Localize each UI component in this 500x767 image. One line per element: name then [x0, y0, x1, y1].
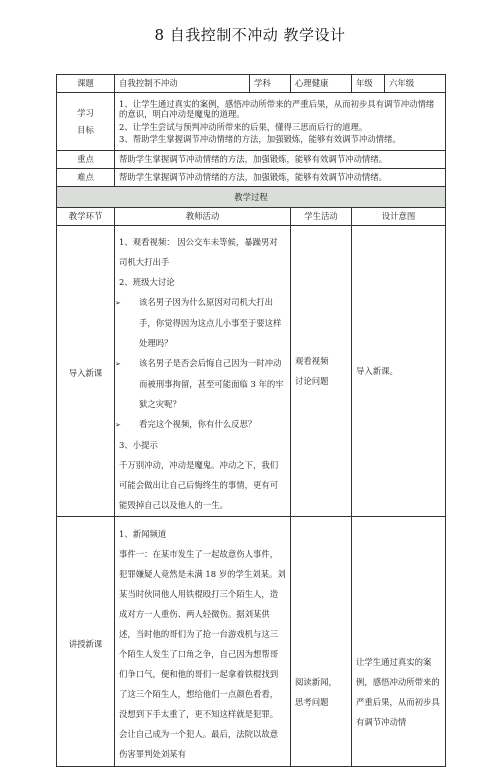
grade-value: 六年级	[385, 75, 446, 93]
intro-student-activity: 观看视频 讨论问题	[291, 226, 352, 517]
column-header: 学生活动	[291, 208, 352, 226]
objectives-row	[57, 93, 446, 151]
key-point-label: 重点	[57, 151, 115, 169]
lecture-row	[57, 517, 446, 767]
bullet-arrow-icon: ➢	[115, 299, 121, 307]
column-header: 设计意图	[352, 208, 446, 226]
column-header: 教学环节	[57, 208, 115, 226]
grade-label: 年级	[352, 75, 385, 93]
intro-teacher-activity: 1、观看视频： 因公交车未等候，暴躁男对司机大打出手 2、班级大讨论 ➢ 该名男子因为什么原因对司机大打出手，你觉得因为这点儿小事至于要这样处理吗？ ➢ 该名男子是否会后悔自己因为一时冲动而被刑事拘留，甚至可能面临 3 年的牢狱之灾呢？ ➢ 看完这个视频，你有什么反思？ 3、小提示 千万别冲动，冲动是魔鬼。冲动之下，我们可能会做出让自己后悔终生的事情，更有可能毁掉自己以及他人的一生。	[115, 226, 291, 517]
difficulty-row	[57, 169, 446, 187]
difficulty-text: 帮助学生掌握调节冲动情绪的方法，加强锻炼，能够有效调节冲动情绪。	[115, 169, 446, 187]
process-header-row	[57, 208, 446, 226]
subject-title-value: 自我控制不冲动	[115, 75, 250, 93]
bullet-arrow-icon: ➢	[115, 360, 121, 368]
key-point-row	[57, 151, 446, 169]
lecture-teacher-activity: 1、新闻频道 事件一：在某市发生了一起故意伤人事件，犯罪嫌疑人竟然是未满 18 岁的学生刘某。刘某当时伙同他人用铁棍殴打三个陌生人，造成对方一人重伤、两人轻微伤。据刘某供述，当时他的哥们为了抢一台游戏机与这三个陌生人发生了口角之争，自己因为想帮哥们争口气，便和他的哥们一起拿着铁棍找到了这三个陌生人，想给他们一点颜色看看，没想到下手太重了，更不知这样就是犯罪。会让自己成为一个犯人。最后，法院以故意伤害罪判处刘某有	[115, 517, 291, 767]
intro-design-intent: 导入新课。	[352, 226, 446, 517]
intro-stage: 导入新课	[57, 226, 115, 517]
lesson-plan-table	[56, 74, 446, 767]
discipline-label: 学科	[250, 75, 291, 93]
intro-row	[57, 226, 446, 517]
lecture-design-intent: 让学生通过真实的案例，感悟冲动所带来的严重后果，从而初步具有调节冲动情	[352, 517, 446, 767]
objectives-content	[115, 93, 446, 151]
subject-title-label: 课题	[57, 75, 115, 93]
key-point-text: 帮助学生掌握调节冲动情绪的方法，加强锻炼，能够有效调节冲动情绪。	[115, 151, 446, 169]
objectives-label: 学习 目标	[57, 93, 115, 151]
discipline-value: 心理健康	[291, 75, 352, 93]
difficulty-label: 难点	[57, 169, 115, 187]
objective-item: 2、让学生尝试与预判冲动所带来的后果，懂得三思而后行的道理。	[119, 121, 368, 132]
header-row	[57, 75, 446, 93]
column-header: 教师活动	[115, 208, 291, 226]
lecture-stage: 讲授新课	[57, 517, 115, 767]
process-banner: 教学过程	[57, 187, 446, 208]
lecture-student-activity: 阅读新闻， 思考问题	[291, 517, 352, 767]
bullet-arrow-icon: ➢	[115, 421, 121, 429]
process-banner-row	[57, 187, 446, 208]
document-title: 8 自我控制不冲动 教学设计	[154, 26, 346, 44]
objective-item: 3、帮助学生掌握调节冲动情绪的方法，加强锻炼，能够有效调节冲动情绪。	[119, 134, 401, 144]
objective-item: 1、让学生通过真实的案例，感悟冲动所带来的严重后果，从而初步具有调节冲动情绪的意识，明白冲动是魔鬼的道理。	[119, 98, 435, 119]
